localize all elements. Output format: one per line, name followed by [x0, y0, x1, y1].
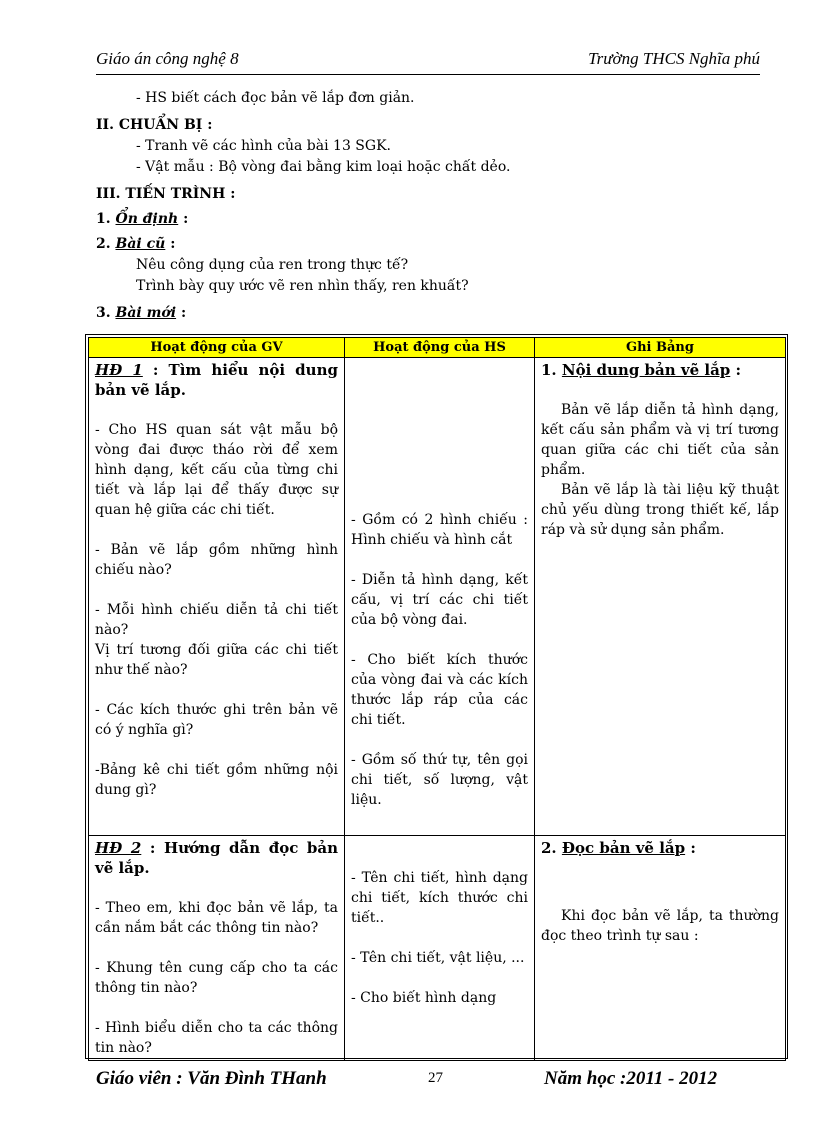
step2: 2. Bài cũ :: [96, 236, 176, 252]
lesson-table: [88, 337, 786, 1061]
footer-teacher: Giáo viên : Văn Đình THanh: [96, 1068, 327, 1089]
table-row: [89, 358, 786, 836]
intro-bullet: - HS biết cách đọc bản vẽ lắp đơn giản.: [136, 90, 415, 106]
board-title-text: Đọc bản vẽ lắp: [561, 839, 686, 857]
lesson-body: [96, 88, 776, 324]
gv-item: - Theo em, khi đọc bản vẽ lắp, ta cần nắm bắt các thông tin nào?: [95, 900, 338, 936]
page-header: [96, 47, 760, 75]
header-left: Giáo án công nghệ 8: [96, 49, 239, 68]
gv-cell: [89, 358, 345, 836]
table-header-row: [89, 338, 786, 358]
board-title: 1. Nội dung bản vẽ lắp :: [541, 361, 742, 379]
col-header-gb: Ghi Bảng: [535, 338, 786, 358]
board-item: Bản vẽ lắp diễn tả hình dạng, kết cấu sản phẩm và vị trí tương quan giữa các chi tiết của sản phẩm.: [541, 402, 779, 478]
col-header-gv: Hoạt động của GV: [89, 338, 345, 358]
activity-title-text: Tìm hiểu nội dung bản vẽ lắp.: [95, 361, 338, 399]
header-right: Trường THCS Nghĩa phú: [588, 49, 760, 68]
activity-title-text: Hướng dẫn đọc bản vẽ lắp.: [95, 839, 339, 877]
gv-item: - Mỗi hình chiếu diễn tả chi tiết nào?: [95, 602, 338, 638]
section2-item: - Tranh vẽ các hình của bài 13 SGK.: [136, 138, 391, 154]
step3-label: Bài mới: [115, 305, 177, 321]
col-header-hs: Hoạt động của HS: [345, 338, 535, 358]
board-item: Khi đọc bản vẽ lắp, ta thường đọc theo trình tự sau :: [541, 908, 779, 944]
gv-item: - Hình biểu diễn cho ta các thông tin nào?: [95, 1020, 338, 1056]
gb-cell: [535, 358, 786, 836]
board-num: 1.: [541, 361, 557, 379]
board-title-text: Nội dung bản vẽ lắp: [561, 361, 731, 379]
section3-title: III. TIẾN TRÌNH :: [96, 186, 236, 202]
step1-num: 1.: [96, 211, 111, 227]
gv-item: -Bảng kê chi tiết gồm những nội dung gì?: [95, 762, 338, 798]
footer-year: Năm học :2011 - 2012: [544, 1068, 718, 1089]
hs-item: - Gồm có 2 hình chiếu : Hình chiếu và hình cắt: [351, 512, 528, 548]
activity-title: HĐ 2 : Hướng dẫn đọc bản vẽ lắp.: [95, 839, 339, 877]
section2-title: II. CHUẨN BỊ :: [96, 117, 213, 133]
page-number: 27: [428, 1070, 443, 1086]
hs-item: - Tên chi tiết, vật liệu, ...: [351, 950, 525, 966]
gv-cell: [89, 836, 345, 1061]
step3-num: 3.: [96, 305, 111, 321]
hs-cell: [345, 836, 535, 1061]
activity-label: HĐ 1: [95, 361, 143, 379]
section2-item: - Vật mẫu : Bộ vòng đai bằng kim loại hoặc chất dẻo.: [136, 159, 511, 175]
gv-item: - Các kích thước ghi trên bản vẽ có ý nghĩa gì?: [95, 702, 338, 738]
hs-item: - Cho biết kích thước của vòng đai và các kích thước lắp ráp của các chi tiết.: [351, 652, 528, 728]
gb-cell: [535, 836, 786, 1061]
step3: 3. Bài mới :: [96, 305, 187, 321]
gv-item: - Khung tên cung cấp cho ta các thông tin nào?: [95, 960, 338, 996]
step1: 1. Ổn định :: [96, 211, 189, 227]
activity-title: HĐ 1 : Tìm hiểu nội dung bản vẽ lắp.: [95, 361, 338, 399]
hs-item: - Gồm số thứ tự, tên gọi chi tiết, số lượng, vật liệu.: [351, 752, 528, 808]
step1-label: Ổn định: [115, 211, 179, 227]
question: Trình bày quy ước vẽ ren nhìn thấy, ren khuất?: [136, 278, 469, 294]
gv-item: - Cho HS quan sát vật mẫu bộ vòng đai được tháo rời để xem hình dạng, kết cấu của từng chi tiết và lắp lại để thấy được sự quan hệ giữa các chi tiết.: [95, 422, 338, 518]
board-num: 2.: [541, 839, 557, 857]
table-row: [89, 836, 786, 1061]
step2-num: 2.: [96, 236, 111, 252]
hs-item: - Diễn tả hình dạng, kết cấu, vị trí các chi tiết của bộ vòng đai.: [351, 572, 528, 628]
board-item: Bản vẽ lắp là tài liệu kỹ thuật chủ yếu dùng trong thiết kế, lắp ráp và sử dụng sản phẩm.: [541, 482, 779, 538]
hs-item: - Cho biết hình dạng: [351, 990, 497, 1006]
page-footer: [96, 1068, 760, 1098]
board-title: 2. Đọc bản vẽ lắp :: [541, 839, 696, 857]
activity-label: HĐ 2: [95, 839, 142, 857]
question: Nêu công dụng của ren trong thực tế?: [136, 257, 409, 273]
hs-cell: [345, 358, 535, 836]
gv-item: Vị trí tương đối giữa các chi tiết như thế nào?: [95, 642, 338, 678]
gv-item: - Bản vẽ lắp gồm những hình chiếu nào?: [95, 542, 338, 578]
hs-item: - Tên chi tiết, hình dạng chi tiết, kích thước chi tiết..: [351, 870, 528, 926]
step2-label: Bài cũ: [115, 236, 166, 252]
